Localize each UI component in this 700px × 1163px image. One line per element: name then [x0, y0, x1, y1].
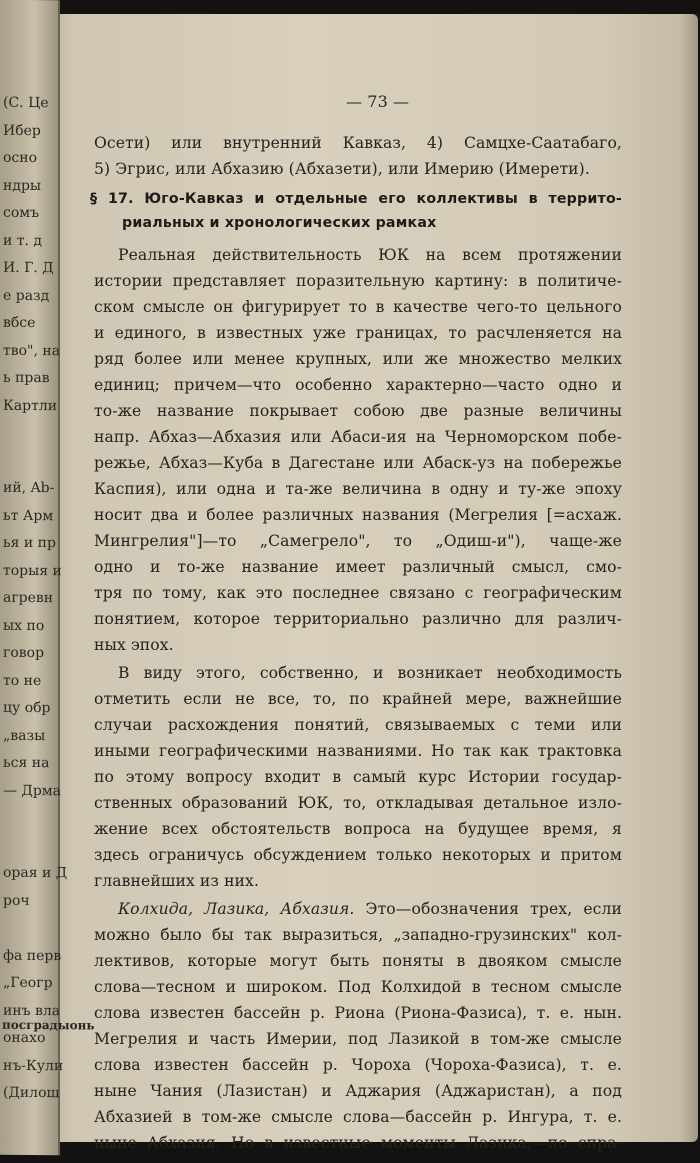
text-line: тря по тому, как это последнее связано с географическим: [94, 584, 622, 602]
text-line: слова—тесном и широком. Под Колхидой в тесном смысле: [94, 978, 622, 996]
text-line: здесь ограничусь обсуждением только некоторых и притом: [94, 846, 622, 864]
left-page-fragment: говор: [3, 644, 45, 662]
left-page-fragment: [0, 420, 60, 448]
left-page-bottom-text: посградыонь: [2, 1017, 95, 1033]
text-line: по этому вопросу входит в самый курс Истории государ-: [94, 768, 622, 786]
left-page-fragment: фа перв: [3, 947, 62, 964]
text-line: можно было бы так выразиться, „западно-грузинских" кол-: [94, 926, 622, 944]
text-line: слова известен бассейн р. Чороха (Чороха-Фазиса), т. е.: [94, 1056, 622, 1074]
text-line: слова известен бассейн р. Риона (Риона-Фазиса), т. е. нын.: [94, 1004, 622, 1022]
left-page-fragment: агревн: [3, 589, 54, 607]
left-page-fragment: то не: [3, 672, 42, 689]
left-page-fragment: ь прав: [3, 369, 50, 387]
left-page-fragment: (С. Це: [3, 94, 49, 112]
italic-term: Колхида, Лазика, Абхазия.: [118, 900, 355, 918]
text-line: Мингрелия"]—то „Самегрело", то „Одиш-и"), чаще-же: [94, 532, 622, 550]
text-line: ныне Чания (Лазистан) и Аджария (Аджаристан), а под: [94, 1082, 622, 1100]
text-line: Реальная действительность ЮК на всем протяжении: [118, 246, 622, 264]
left-page-fragment: сомъ: [3, 204, 40, 222]
left-page-fragment: орая и Д: [3, 864, 68, 882]
text-line: одно и то-же название имеет различный смысл, смо-: [94, 558, 622, 576]
page-edge-shadow: [680, 14, 698, 1142]
page-number: — 73 —: [346, 92, 410, 111]
text-line: В виду этого, собственно, и возникает необходимость: [118, 664, 622, 682]
section-heading-line: § 17. Юго-Кавказ и отдельные его коллективы в террито-: [90, 191, 622, 207]
text-line: напр. Абхаз—Абхазия или Абаси-ия на Черноморском побе-: [94, 428, 622, 446]
text-line: носит два и более различных названия (Мегрелия [=асхаж.: [94, 506, 622, 524]
text-line: лективов, которые могут быть поняты в двояком смысле: [94, 952, 622, 970]
left-page-fragment: торыя и: [3, 562, 62, 579]
left-page-fragment: — Дрма: [3, 782, 62, 799]
right-page: [34, 14, 698, 1152]
left-page-fragment: ья и пр: [3, 534, 56, 552]
left-page-fragment: ьт Арм: [3, 507, 54, 524]
left-page-fragment: инъ вла: [3, 1002, 61, 1019]
left-page-fragment: ых по: [3, 617, 45, 634]
left-page-fragment: [0, 447, 60, 475]
left-page-fragment: ндры: [3, 177, 42, 194]
left-page-fragment: [0, 1107, 60, 1135]
text-line: главнейших из них.: [94, 872, 260, 890]
text-line: режье, Абхаз—Куба в Дагестане или Абаск-уз на побережье: [94, 454, 622, 472]
left-page-fragment: ься на: [3, 754, 50, 772]
text-line: понятием, которое территориально различно для различ-: [94, 610, 622, 628]
text-line: ственных образований ЮК, то, откладывая детальное изло-: [94, 794, 622, 812]
left-page-fragment: тво", на: [3, 342, 61, 359]
text-line: ных эпох.: [94, 636, 174, 654]
left-page-fragment: и т. д: [3, 232, 43, 249]
left-page-fragment: Ибер: [3, 122, 41, 139]
left-page-fragment: И. Г. Д: [3, 259, 54, 277]
left-page-fragment: осно: [3, 149, 38, 167]
text-line: единиц; причем—что особенно характерно—часто одно и: [94, 376, 622, 394]
text-line: ряд более или менее крупных, или же множество мелких: [94, 350, 622, 368]
left-page-fragments: [0, 90, 68, 1163]
text-line: истории представляет поразительную картину: в политиче-: [94, 272, 622, 290]
left-page-edge: [0, 0, 95, 1155]
left-page-fragment: [0, 805, 60, 833]
left-page-fragment: [0, 915, 60, 943]
text-line: и единого, в известных уже границах, то расчленяется на: [94, 324, 622, 342]
left-page-fragment: Картли: [3, 397, 58, 414]
text-line: отметить если не все, то, по крайней мере, важнейшие: [94, 690, 622, 708]
left-page-fragment: ий, Ab-: [3, 479, 55, 497]
left-page-fragment: (Дилош: [3, 1084, 60, 1102]
text-line: 5) Эгрис, или Абхазию (Абхазети), или Имерию (Имерети).: [94, 160, 590, 178]
text-line: ском смысле он фигурирует то в качестве чего-то цельного: [94, 298, 622, 316]
left-page-fragment: нъ-Кули: [3, 1057, 64, 1074]
left-page-fragment: [0, 832, 60, 860]
left-page-fragment: „Геогр: [3, 974, 53, 992]
text-line: случаи расхождения понятий, связываемых с теми или: [94, 716, 622, 734]
text-line: Колхида, Лазика, Абхазия. Это—обозначения трех, если: [118, 900, 623, 918]
left-page-fragment: вбсе: [3, 314, 36, 332]
text-line: то-же название покрывает собою две разные величины: [94, 402, 622, 420]
text-line: Осети) или внутренний Кавказ, 4) Самцхе-Саатабаго,: [94, 134, 622, 152]
text-line: Мегрелия и часть Имерии, под Лазикой в том-же смысле: [94, 1030, 622, 1048]
left-page-fragment: роч: [3, 892, 30, 909]
text-line: Абхазией в том-же смысле слова—бассейн р. Ингура, т. е.: [94, 1108, 622, 1126]
left-page-fragment: [0, 1135, 60, 1163]
text-line: ныне Абхазия. Но в известные моменты Лазика,—по спра-: [94, 1134, 622, 1152]
left-page-fragment: е разд: [3, 287, 50, 304]
section-heading-line: риальных и хронологических рамках: [122, 215, 437, 231]
left-page-fragment: „вазы: [3, 727, 46, 744]
text-line: иными географическими названиями. Но так как трактовка: [94, 742, 622, 760]
left-page-fragment: онахо: [3, 1029, 46, 1047]
text-line: жение всех обстоятельств вопроса на будущее время, я: [94, 820, 622, 838]
left-page-fragment: цу обр: [3, 699, 51, 717]
text-line: Каспия), или одна и та-же величина в одну и ту-же эпоху: [94, 480, 622, 498]
